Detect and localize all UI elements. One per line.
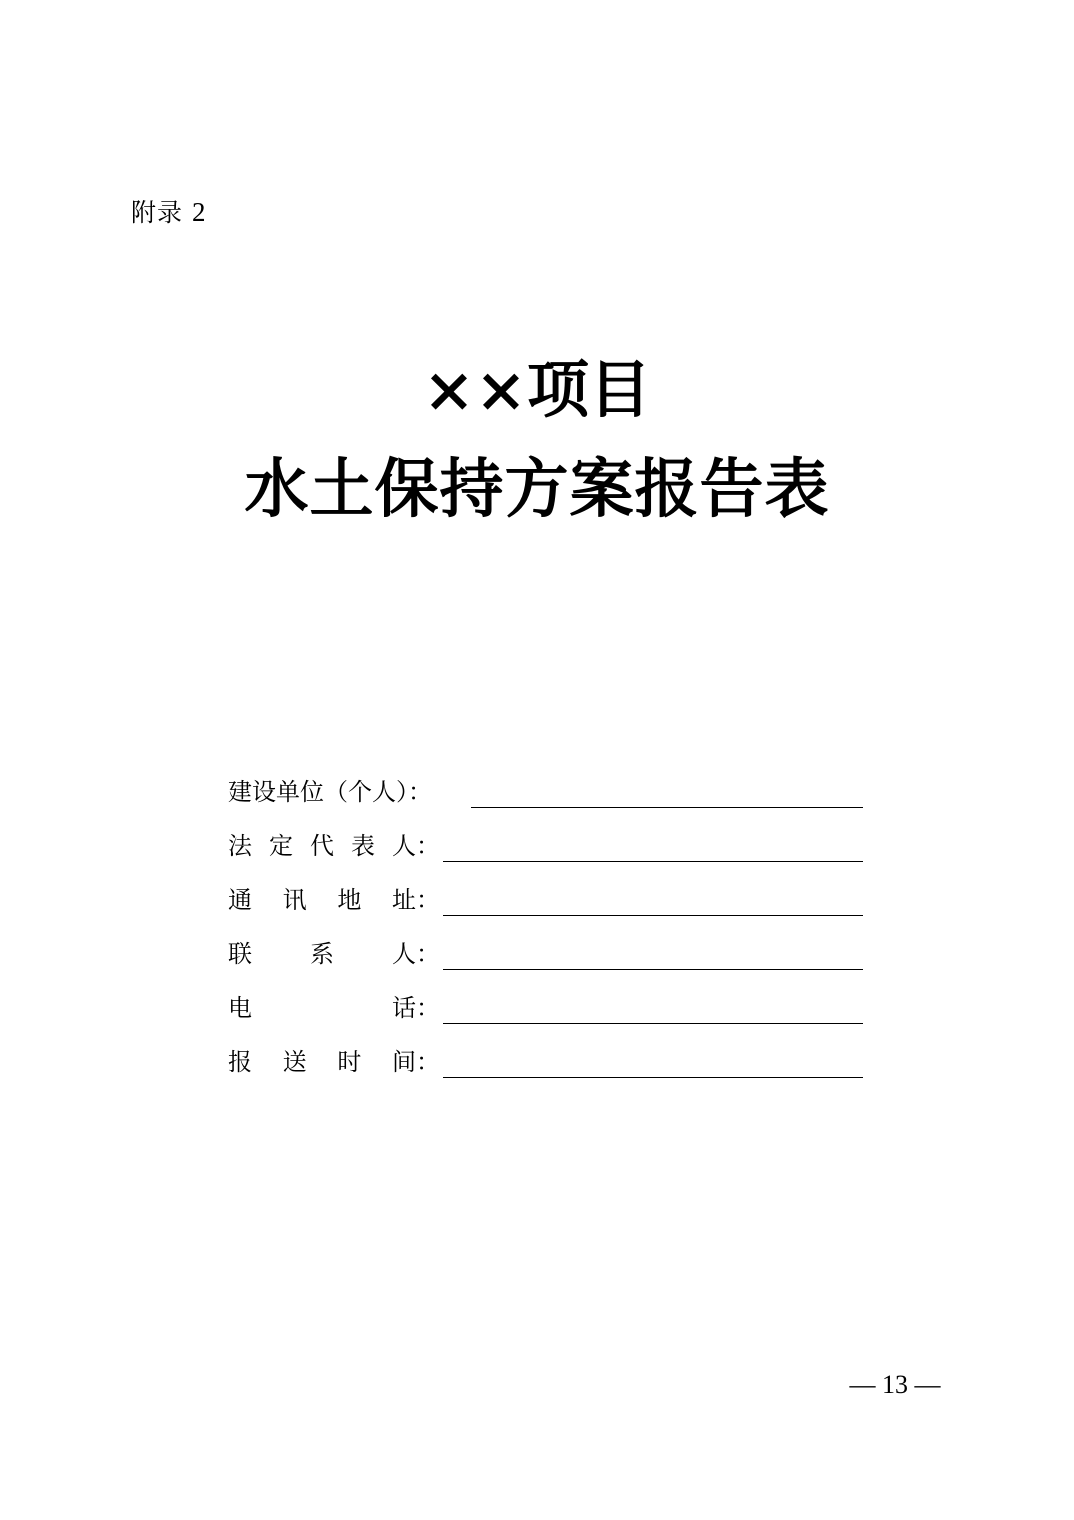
legal-representative-blank[interactable] <box>443 861 863 862</box>
field-row-submission-time <box>228 1042 868 1082</box>
telephone-label: 电 话： <box>228 994 440 1022</box>
report-title: 水土保持方案报告表 <box>244 452 830 527</box>
construction-unit-blank[interactable] <box>471 807 863 808</box>
contact-person-blank[interactable] <box>443 969 863 970</box>
telephone-blank[interactable] <box>443 1023 863 1024</box>
appendix-number: 2 <box>191 197 207 227</box>
field-row-telephone <box>228 988 868 1028</box>
field-row-construction-unit <box>228 772 868 812</box>
legal-representative-label: 法 定 代 表 人： <box>228 832 440 860</box>
submission-time-label: 报 送 时 间： <box>228 1048 440 1076</box>
field-row-address <box>228 880 868 920</box>
contact-person-label: 联 系 人： <box>228 940 440 968</box>
page-number: — 13 — <box>849 1370 941 1399</box>
address-blank[interactable] <box>443 915 863 916</box>
field-row-legal-representative <box>228 826 868 866</box>
construction-unit-label: 建设单位（个人）： <box>228 778 432 806</box>
project-title: ××项目 <box>423 353 651 426</box>
appendix-prefix: 附录 <box>131 198 184 227</box>
address-label: 通 讯 地 址： <box>228 886 440 914</box>
submission-time-blank[interactable] <box>443 1077 863 1078</box>
field-row-contact-person <box>228 934 868 974</box>
appendix-label <box>131 194 206 231</box>
